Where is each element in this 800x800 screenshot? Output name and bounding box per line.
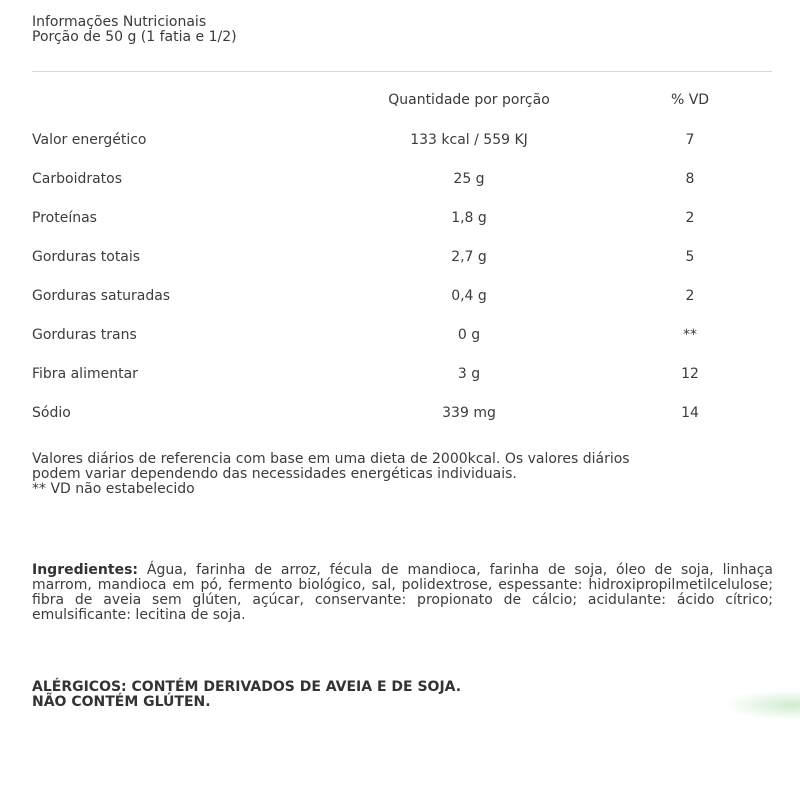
table-header-row bbox=[32, 84, 772, 124]
nutrient-quantity: 0 g bbox=[457, 327, 481, 343]
daily-value-note-line: Valores diários de referencia com base em uma dieta de 2000kcal. Os valores diários bbox=[32, 451, 630, 467]
table-row bbox=[32, 358, 772, 397]
vd-not-established-note: ** VD não estabelecido bbox=[32, 481, 195, 497]
ingredients-section bbox=[32, 563, 773, 623]
table-row bbox=[32, 241, 772, 280]
nutrient-quantity: 25 g bbox=[453, 171, 485, 187]
daily-value-note bbox=[32, 452, 772, 497]
nutrient-quantity: 1,8 g bbox=[451, 210, 487, 226]
table-row bbox=[32, 202, 772, 241]
nutrient-name: Fibra alimentar bbox=[32, 366, 138, 382]
nutrient-vd: ** bbox=[683, 327, 697, 343]
ingredients-text: Água, farinha de arroz, fécula de mandioca, farinha de soja, óleo de soja, linhaça marrom, mandioca em pó, fermento biológico, sal, polidextrose, espessante: hidroxipropilmetilcelulose; fibra de aveia sem glúten, açúcar, conservante: propionato de cálcio; acidulante: ácido cítrico; emulsificante: lecitina de soja. bbox=[32, 562, 773, 623]
nutrient-vd: 2 bbox=[685, 210, 695, 226]
table-row bbox=[32, 319, 772, 358]
nutrient-name: Gorduras saturadas bbox=[32, 288, 171, 304]
nutrient-quantity: 3 g bbox=[457, 366, 481, 382]
nutrient-vd: 14 bbox=[681, 405, 699, 421]
nutrient-vd: 5 bbox=[685, 249, 695, 265]
allergens-section bbox=[32, 680, 772, 710]
nutrient-name: Gorduras trans bbox=[32, 327, 137, 343]
nutrient-quantity: 339 mg bbox=[442, 405, 496, 421]
allergens-warning: ALÉRGICOS: CONTÉM DERIVADOS DE AVEIA E DE SOJA. bbox=[32, 679, 462, 695]
nutrient-vd: 7 bbox=[685, 132, 695, 148]
daily-value-note-line: podem variar dependendo das necessidades energéticas individuais. bbox=[32, 466, 517, 482]
nutrient-quantity: 2,7 g bbox=[451, 249, 487, 265]
nutrient-name: Valor energético bbox=[32, 132, 147, 148]
gluten-free-notice: NÃO CONTÉM GLÚTEN. bbox=[32, 694, 211, 710]
portion-size: Porção de 50 g (1 fatia e 1/2) bbox=[32, 29, 237, 45]
nutrition-header bbox=[32, 15, 772, 45]
decorative-green-mark bbox=[724, 690, 800, 720]
nutrient-vd: 2 bbox=[685, 288, 695, 304]
nutrient-quantity: 133 kcal / 559 KJ bbox=[410, 132, 528, 148]
nutrition-title: Informações Nutricionais bbox=[32, 14, 207, 30]
nutrient-quantity: 0,4 g bbox=[451, 288, 487, 304]
header-divider bbox=[32, 71, 772, 72]
ingredients-label: Ingredientes: bbox=[32, 562, 138, 578]
nutrient-vd: 12 bbox=[681, 366, 699, 382]
nutrition-table bbox=[32, 84, 772, 436]
nutrient-name: Carboidratos bbox=[32, 171, 123, 187]
table-row bbox=[32, 163, 772, 202]
nutrient-name: Sódio bbox=[32, 405, 71, 421]
table-row bbox=[32, 280, 772, 319]
table-row bbox=[32, 124, 772, 163]
column-header-quantity: Quantidade por porção bbox=[388, 92, 550, 108]
nutrient-name: Gorduras totais bbox=[32, 249, 141, 265]
table-row bbox=[32, 397, 772, 436]
column-header-vd: % VD bbox=[670, 92, 710, 108]
nutrient-vd: 8 bbox=[685, 171, 695, 187]
nutrient-name: Proteínas bbox=[32, 210, 97, 226]
